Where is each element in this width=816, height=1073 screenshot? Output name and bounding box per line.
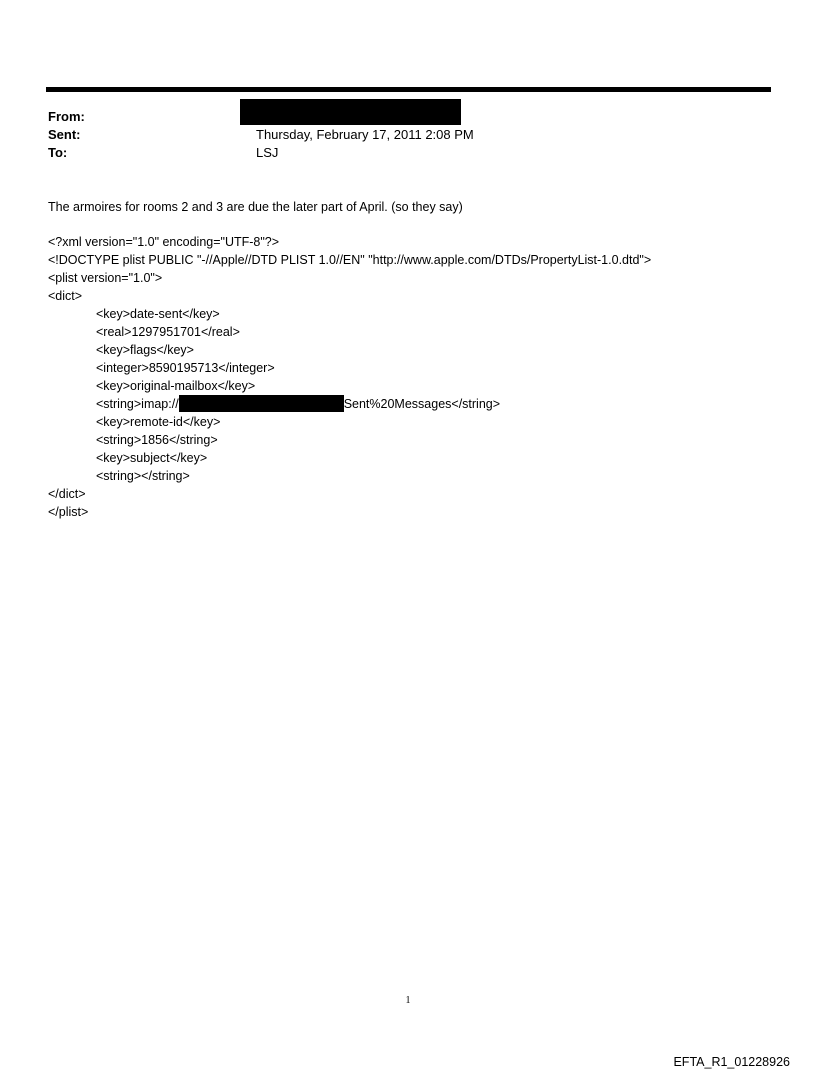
- page-number: 1: [405, 995, 411, 1006]
- document-id: EFTA_R1_01228926: [673, 1055, 790, 1069]
- plist-line: <!DOCTYPE plist PUBLIC "-//Apple//DTD PLIST 1.0//EN" "http://www.apple.com/DTDs/PropertyList-1.0.dtd">: [48, 253, 652, 267]
- mailbox-prefix: <string>imap://: [96, 397, 179, 411]
- plist-dict-line: <string>1856</string>: [96, 433, 218, 447]
- email-header: [48, 108, 748, 162]
- message-body: The armoires for rooms 2 and 3 are due the later part of April. (so they say): [48, 200, 463, 214]
- plist-content: [48, 233, 651, 521]
- plist-dict-line: <key>remote-id</key>: [96, 415, 221, 429]
- sent-row: [48, 126, 748, 144]
- plist-line: </plist>: [48, 505, 89, 519]
- plist-dict-line: <key>flags</key>: [96, 343, 194, 357]
- plist-dict-line: <real>1297951701</real>: [96, 325, 240, 339]
- plist-dict-line: <key>subject</key>: [96, 451, 208, 465]
- plist-dict-line: <integer>8590195713</integer>: [96, 361, 275, 375]
- plist-line: <dict>: [48, 289, 83, 303]
- plist-dict-line: <string></string>: [96, 469, 190, 483]
- plist-line: </dict>: [48, 487, 86, 501]
- from-label: From:: [48, 109, 85, 124]
- to-label: To:: [48, 145, 68, 160]
- plist-line: <plist version="1.0">: [48, 271, 163, 285]
- plist-dict-line: <key>original-mailbox</key>: [96, 379, 256, 393]
- plist-line: <?xml version="1.0" encoding="UTF-8"?>: [48, 235, 280, 249]
- sent-label: Sent:: [48, 127, 81, 142]
- mailbox-suffix: Sent%20Messages</string>: [343, 397, 501, 411]
- sent-value: Thursday, February 17, 2011 2:08 PM: [256, 127, 474, 142]
- plist-mailbox-line: [48, 395, 651, 413]
- from-row: [48, 108, 748, 126]
- to-value: LSJ: [256, 145, 279, 160]
- plist-dict-line: <key>date-sent</key>: [96, 307, 220, 321]
- header-rule: [46, 87, 771, 92]
- to-row: [48, 144, 748, 162]
- redaction-block-mailbox: [179, 395, 344, 412]
